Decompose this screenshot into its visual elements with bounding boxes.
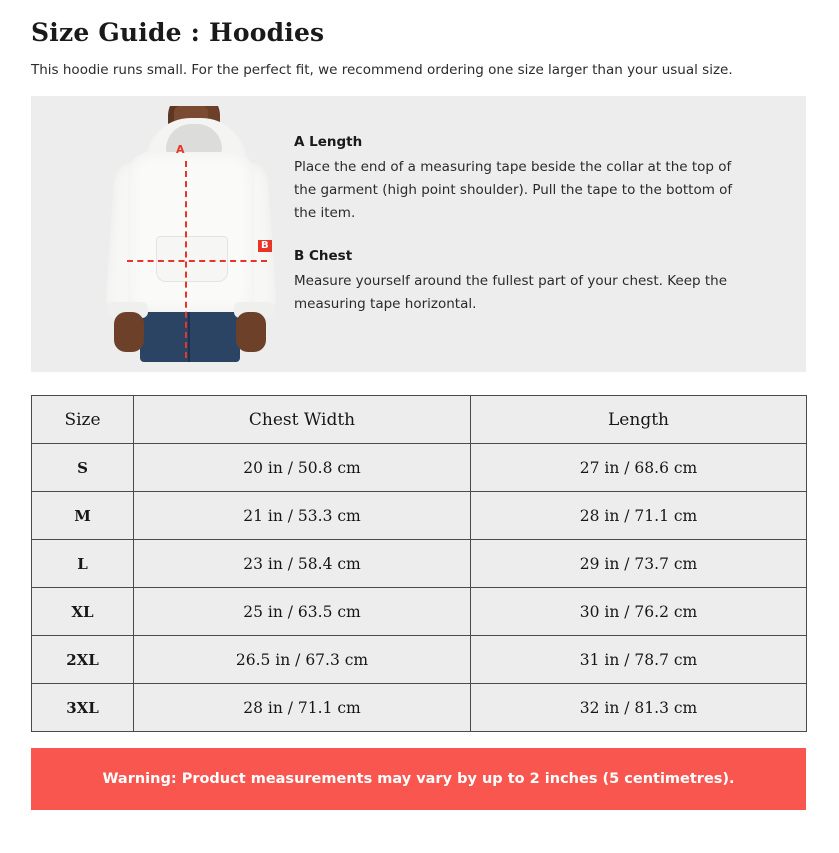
cell-size: L	[32, 540, 134, 588]
table-row	[32, 684, 807, 732]
hoodie-pocket	[156, 236, 228, 282]
model-jeans-seam	[188, 308, 190, 362]
hoodie-body	[128, 152, 254, 312]
chest-guide-line	[127, 260, 267, 262]
cell-length: 29 in / 73.7 cm	[471, 540, 807, 588]
page-title: Size Guide : Hoodies	[31, 18, 325, 47]
measurement-info-panel	[31, 96, 806, 372]
cell-length: 30 in / 76.2 cm	[471, 588, 807, 636]
cell-chest-width: 25 in / 63.5 cm	[134, 588, 471, 636]
cell-chest-width: 28 in / 71.1 cm	[134, 684, 471, 732]
cell-chest-width: 20 in / 50.8 cm	[134, 444, 471, 492]
cell-size: XL	[32, 588, 134, 636]
cell-size: 3XL	[32, 684, 134, 732]
cell-chest-width: 23 in / 58.4 cm	[134, 540, 471, 588]
cell-chest-width: 26.5 in / 67.3 cm	[134, 636, 471, 684]
cell-chest-width: 21 in / 53.3 cm	[134, 492, 471, 540]
table-row	[32, 636, 807, 684]
warning-text: Warning: Product measurements may vary by up to 2 inches (5 centimetres).	[102, 771, 735, 787]
model-right-hand	[236, 312, 266, 352]
size-table	[31, 395, 807, 732]
measurement-instructions	[294, 134, 754, 316]
chest-marker-label: B	[258, 240, 272, 252]
cell-size: 2XL	[32, 636, 134, 684]
instruction-length-body: Place the end of a measuring tape beside the collar at the top of the garment (high point shoulder). Pull the tape to the bottom of the item.	[294, 159, 733, 222]
table-row	[32, 444, 807, 492]
cell-length: 31 in / 78.7 cm	[471, 636, 807, 684]
table-header-row	[32, 396, 807, 444]
page-subtitle: This hoodie runs small. For the perfect fit, we recommend ordering one size larger than your usual size.	[31, 62, 733, 78]
warning-banner	[31, 748, 806, 810]
column-header-size: Size	[32, 396, 134, 444]
instruction-chest-title: B Chest	[294, 247, 353, 264]
column-header-length: Length	[471, 396, 807, 444]
column-header-chest: Chest Width	[134, 396, 471, 444]
length-marker-label: A	[176, 143, 185, 156]
table-row	[32, 588, 807, 636]
cell-length: 32 in / 81.3 cm	[471, 684, 807, 732]
cell-size: M	[32, 492, 134, 540]
table-row	[32, 492, 807, 540]
hoodie-figure	[86, 106, 291, 362]
table-row	[32, 540, 807, 588]
instruction-length-title: A Length	[294, 134, 363, 150]
instruction-length	[294, 134, 754, 226]
model-left-hand	[114, 312, 144, 352]
instruction-chest	[294, 248, 754, 316]
cell-length: 28 in / 71.1 cm	[471, 492, 807, 540]
instruction-chest-body: Measure yourself around the fullest part of your chest. Keep the measuring tape horizontal.	[294, 272, 728, 312]
hoodie-model-illustration	[86, 106, 291, 362]
cell-size: S	[32, 444, 134, 492]
cell-length: 27 in / 68.6 cm	[471, 444, 807, 492]
